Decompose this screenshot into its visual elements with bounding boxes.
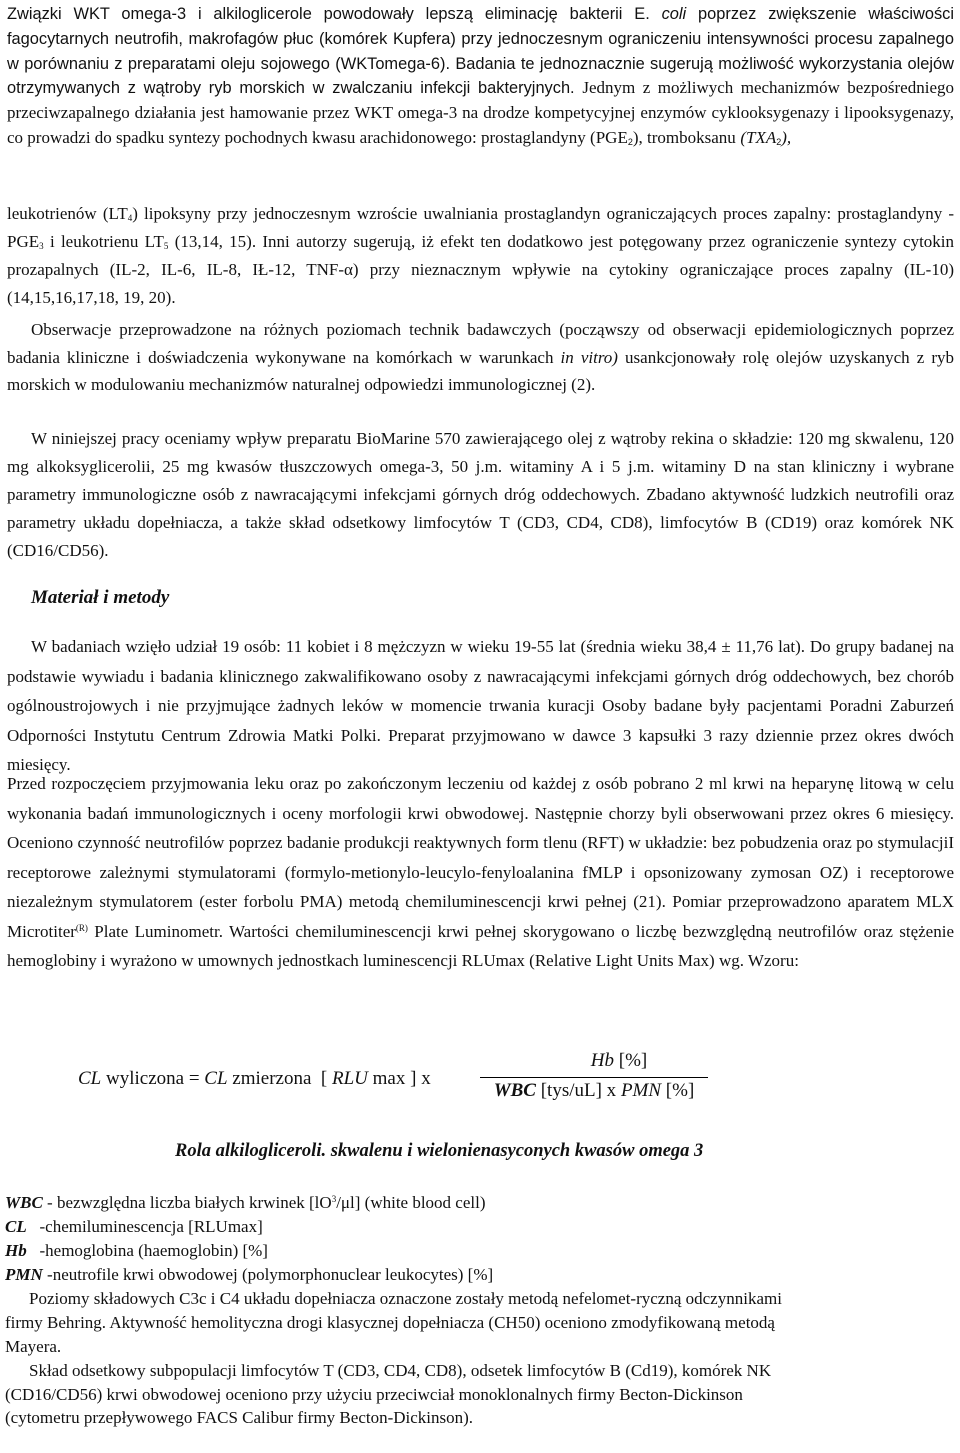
formula-fraction-bar: [480, 1077, 708, 1078]
paragraph-participants: W badaniach wzięło udział 19 osób: 11 kobiet i 8 mężczyzn w wieku 19-55 lat (średnia wieku 38,4 ± 11,76 lat). Do grupy badanej na podstawie wywiadu i badania klinicznego zakwalifikowano osoby z nawracającymi infekcjami górnych dróg oddechowych, bez chorób ogólnoustrojowych i nie przyjmujące żadnych leków w momencie trwania kuracji Osoby badane były pacjentami Poradni Zaburzeń Odporności Instytutu Centrum Zdrowia Matki Polki. Preparat przyjmowano w dawce 3 kapsułki 3 razy dziennie przez okres dwóch miesięcy.: [7, 637, 954, 774]
paragraph-complement: Poziomy składowych C3c i C4 układu dopełniacza oznaczone zostały metodą nefelomet-ryczną odczynnikami firmy Behring. Aktywność hemolityczna drogi klasycznej dopełniacza (CH50) oceniono zmodyfikowaną metodą Mayera.: [5, 1289, 782, 1356]
paragraph-procedure: Przed rozpoczęciem przyjmowania leku oraz po zakończonym leczeniu od każdej z osób pobrano 2 ml krwi na heparynę litową w celu wykonania badań immunologicznych i oceny morfologii krwi obwodowej. Następnie chorzy byli obserwowani przez okres 6 miesięcy. Oceniono czynność neutrofilów poprzez badanie produkcji reaktywnych form tlenu (RFT) w układzie: bez pobudzenia oraz po stymulacjiI receptorowe zależnymi stymulatorami (formylo-metionylo-leucylo-fenyloalanina fMLP i opsonizowany zymosan OZ) i receptorowe niezależnym stymulatorem (ester forbolu PMA) metodą chemiluminescencji krwi pełnej (21). Pomiar przeprowadzono aparatem MLX Microtiter$^{(R)}$ Plate Luminometr. Wartości chemiluminescencji krwi pełnej skorygowano o liczbę bezwzględną neutrofilów oraz stężenie hemoglobiny i wyrażono w umownych jednostkach luminescencji RLUmax (Relative Light Units Max) wg. Wzoru:: [7, 774, 954, 970]
paragraph-mechanism: leukotrienów $(LT_4)$ lipoksyny przy jednoczesnym wzroście uwalniania prostaglandyn ograniczających proces zapalny: prostaglandyny $-PGE_3$ i leukotrienu $LT_5$ (13,14, 15). Inni autorzy sugerują, iż efekt ten dodatkowo jest potęgowany przez ograniczenie syntezy cytokin prozapalnych (IL-2, IL-6, IL-8, IŁ-12, TNF-α) przy nieznacznym wpływie na cytokiny ograniczające proces zapalny (IL-10) (14,15,16,17,18, 19, 20).: [7, 204, 955, 307]
formula-numerator: Hb [%]: [590, 1050, 648, 1071]
paragraph-intro: Związki WKT omega-3 i alkiloglicerole powodowały lepszą eliminację bakterii E. coli poprzez zwiększenie właściwości fagocytarnych neutrofih, makrofagów płuc (komórek Kupfera) przy jednoczesnym ograniczeniu intensywności procesu zapalnego w porównaniu z preparatami oleju sojowego (WKTomega-6). Badania te jednoznacznie sugerują możliwość wykorzystania olejów otrzymywanych z wątroby ryb morskich w zwalczaniu infekcji bakteryjnych. Jednym z możliwych mechanizmów bezpośredniego przeciwzapalnego działania jest hamowanie przez WKT omega-3 na drodze kompetycyjnej enzymów cyklooksygenazy i lipooksygenazy, co prowadzi do spadku syntezy pochodnych kwasu arachidonowego: prostaglandyny $(PGE_2)$, tromboksanu $(TXA_2)$,: [7, 5, 954, 147]
glossary-item-wbc: WBC - bezwzględna liczba białych krwinek $[lO^3/\mu l]$ (white blood cell): [5, 1193, 486, 1212]
formula-glossary: [5, 1191, 840, 1287]
paragraph-observations: Obserwacje przeprowadzone na różnych poziomach technik badawczych (począwszy od obserwacji epidemiologicznych poprzez badania kliniczne i doświadczenia wykonywane na komórkach w warunkach in vitro) usankcjonowały rolę olejów uzyskanych z ryb morskich w modulowaniu mechanizmów naturalnej odpowiedzi immunologicznej (2).: [7, 320, 954, 394]
glossary-item-hb: Hb -hemoglobina (haemoglobin) [%]: [5, 1241, 268, 1260]
paragraph-lymphocytes: Skład odsetkowy subpopulacji limfocytów T (CD3, CD4, CD8), odsetek limfocytów B (Cd19), komórek NK (CD16/CD56) krwi obwodowej oceniono przy użyciu przeciwciał monoklonalnych firmy Becton-Dickinson (cytometru przepływowego FACS Calibur firmy Becton-Dickinson).: [5, 1361, 772, 1427]
section-heading-methods: Materiał i metody: [31, 587, 170, 608]
glossary-item-pmn: PMN -neutrofile krwi obwodowej (polymorphonuclear leukocytes) [%]: [5, 1265, 494, 1284]
paragraph-aim: W niniejszej pracy oceniamy wpływ preparatu BioMarine 570 zawierającego olej z wątroby rekina o składzie: 120 mg skwalenu, 120 mg alkoksyglicerolii, 25 mg kwasów tłuszczowych omega-3, 50 j.m. witaminy A i 5 j.m. witaminy D na stan kliniczny i wybrane parametry immunologiczne osób z nawracającymi infekcjami górnych dróg oddechowych. Zbadano aktywność ludzkich neutrofili oraz parametry układu dopełniacza, a także skład odsetkowy limfocytów T (CD3, CD4, CD8), limfocytów B (CD19) oraz komórek NK (CD16/CD56).: [7, 429, 954, 560]
formula-denominator: WBC [tys/uL] x PMN [%]: [493, 1080, 695, 1101]
glossary-item-cl: CL -chemiluminescencja [RLUmax]: [5, 1217, 263, 1236]
formula-left-side: CL wyliczona = CL zmierzona [ RLU max ] x: [78, 1068, 431, 1089]
chemiluminescence-formula: [78, 1050, 718, 1110]
section-heading-role: Rola alkiloglicerolі. skwalenu i wielonienasyconych kwasów omega 3: [175, 1141, 704, 1161]
